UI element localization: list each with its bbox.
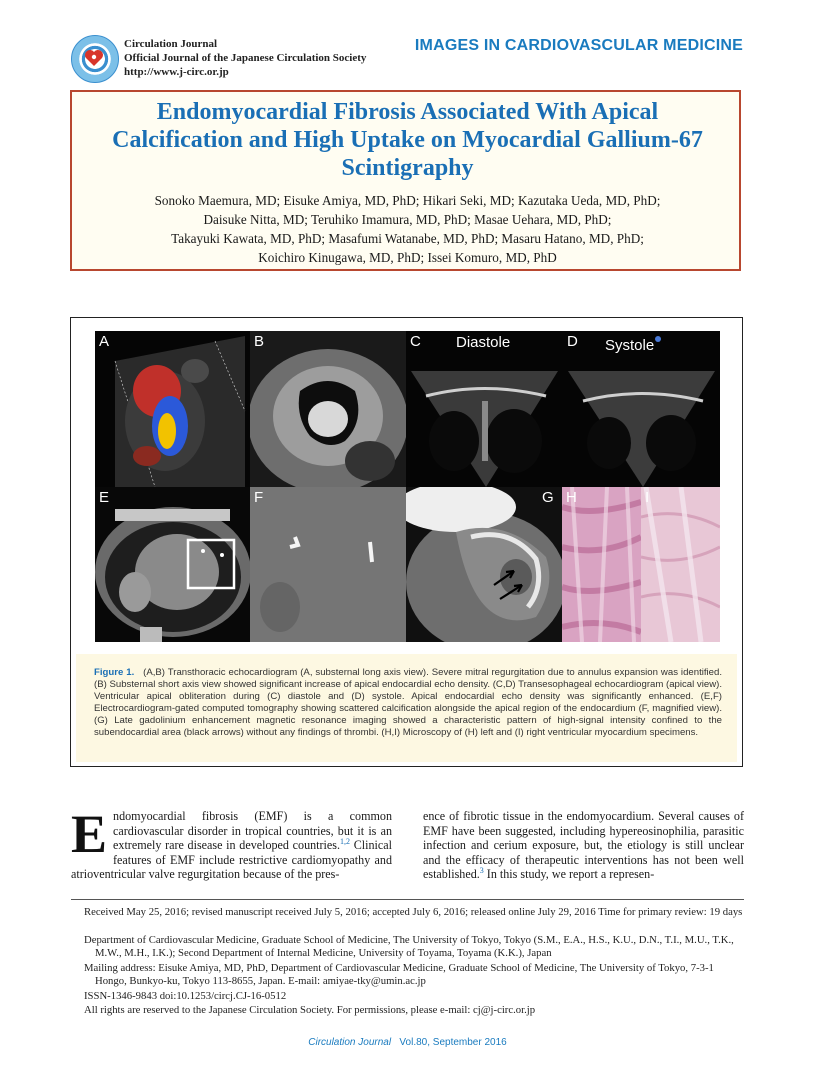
journal-name: Circulation Journal <box>124 38 218 50</box>
body-text: In this study, we report a represen- <box>483 867 655 882</box>
mailing-address: Mailing address: Eisuke Amiya, MD, PhD, Department of Cardiovascular Medicine, Graduate School of Medicine, The University of Tokyo, 7-3-1 Hongo, Bunkyo-ku, Tokyo 113-8655, Japan. E-mail: amiyae-tky@umin.ac.jp <box>84 962 714 987</box>
panel-label-e: E <box>99 489 110 506</box>
footnote-department <box>84 934 744 960</box>
journal-url[interactable]: http://www.j-circ.or.jp <box>124 66 229 78</box>
panel-a-echo-long-axis <box>95 331 250 487</box>
body-column-left <box>71 804 393 882</box>
body-text: Clinical features of EMF include restrictive cardiomyopathy and atrioventricular valve regurgitation because of the pres- <box>71 838 393 882</box>
received-dates: Received May 25, 2016; revised manuscript received July 5, 2016; accepted July 6, 2016; released online July 29, 2016 Time for primary review: 19 days <box>84 906 743 918</box>
panel-label-g: G <box>542 489 554 506</box>
affiliations: Department of Cardiovascular Medicine, Graduate School of Medicine, The University of Tokyo, Tokyo (S.M., E.A., H.S., K.U., D.N., T.I., M.U., T.K., M.W., M.H., I.K.); Second Department of Internal Medicine, University of Toyama, Toyama (K.K.), Japan <box>84 934 734 959</box>
caption-text: (A,B) Transthoracic echocardiogram (A, substernal long axis view). Severe mitral regurgitation due to annulus expansion was identified. (B) Substernal short axis view showed significant increase of apical endocardial echo density. (C,D) Transesophageal echocardiogram (apical view). Ventricular apical obliteration during (C) diastole and (D) systole. Apical endocardial echo density was significantly enhanced. (E,F) Electrocardiogram-gated computed tomography showing scattered calcification alongside the apical region of the endocardium (F, magnified view). (G) Late gadolinium enhancement magnetic resonance imaging showed a characteristic pattern of high-signal intensity confined to the subendocardial area (black arrows) without any findings of thrombi. (H,I) Microscopy of (H) left and (I) right ventricular myocardium specimens. <box>94 667 723 738</box>
panel-label-h: H <box>566 489 577 506</box>
ct-magnified-image <box>250 487 406 642</box>
diastole-label: Diastole <box>456 334 511 351</box>
author-line: Takayuki Kawata, MD, PhD; Masafumi Watanabe, MD, PhD; Masaru Hatano, MD, PhD; <box>171 231 644 246</box>
journal-subtitle: Official Journal of the Japanese Circulation Society <box>124 52 367 64</box>
panel-e-ct <box>95 487 250 642</box>
reference-link[interactable]: 3 <box>479 866 484 876</box>
panel-f-ct-magnified <box>250 487 406 642</box>
panel-label-f: F <box>254 489 264 506</box>
panel-label-d: D <box>567 333 578 350</box>
footer-volume: Vol.80, September 2016 <box>399 1037 507 1048</box>
body-text: ndomyocardial fibrosis (EMF) is a common cardiovascular disorder in tropical countries, but it is an extremely rare disease in developed countries. <box>113 809 392 853</box>
caption-figure-label: Figure 1. <box>94 667 135 678</box>
author-line: Daisuke Nitta, MD; Teruhiko Imamura, MD, PhD; Masae Uehara, MD, PhD; <box>203 212 612 227</box>
panel-g-mri <box>406 487 562 642</box>
footnote-mailing <box>84 962 744 988</box>
footnote-rights <box>84 1004 744 1017</box>
histology-left-image <box>562 487 641 642</box>
footer-journal: Circulation Journal <box>308 1037 392 1048</box>
tee-diastole-image <box>406 331 563 487</box>
author-list <box>90 191 725 267</box>
panel-c-tee-diastole <box>406 331 563 487</box>
footnote-received <box>84 906 744 919</box>
panel-i-microscopy-right <box>641 487 720 642</box>
histology-right-image <box>641 487 720 642</box>
section-heading: IMAGES IN CARDIOVASCULAR MEDICINE <box>414 37 743 54</box>
body-column-right <box>423 809 744 882</box>
issn-doi: ISSN-1346-9843 doi:10.1253/circj.CJ-16-0512 <box>84 990 287 1002</box>
panel-label-c: C <box>410 333 421 350</box>
author-line: Koichiro Kinugawa, MD, PhD; Issei Komuro, MD, PhD <box>258 250 557 265</box>
rights-notice: All rights are reserved to the Japanese Circulation Society. For permissions, please e-mail: cj@j-circ.or.jp <box>84 1004 536 1016</box>
echo-short-axis-image <box>250 331 406 487</box>
author-line: Sonoko Maemura, MD; Eisuke Amiya, MD, PhD; Hikari Seki, MD; Kazutaka Ueda, MD, PhD; <box>154 193 661 208</box>
body-text: ence of fibrotic tissue in the endomyocardium. Several causes of EMF have been suggested, including hypereosinophilia, parasitic infection and cerium exposure, but, the etiology is still unclear and the efficacy of therapeutic interventions has not been well established. <box>423 809 744 882</box>
systole-label: Systole <box>605 337 655 354</box>
tee-systole-image <box>563 331 720 487</box>
footnote-issn <box>84 990 744 1003</box>
figure-caption <box>94 667 722 739</box>
panel-h-microscopy-left <box>562 487 641 642</box>
panel-d-tee-systole <box>563 331 720 487</box>
panel-label-i: I <box>645 489 650 506</box>
mri-lge-image <box>406 487 562 642</box>
ct-chest-image <box>95 487 250 642</box>
footnote-divider <box>71 899 744 900</box>
echo-doppler-image <box>95 331 250 487</box>
panel-label-b: B <box>254 333 265 350</box>
journal-masthead <box>124 37 366 79</box>
drop-cap: E <box>71 804 108 864</box>
panel-label-a: A <box>99 333 110 350</box>
page-footer <box>0 1037 815 1048</box>
heart-logo-icon <box>84 49 104 67</box>
reference-link[interactable]: 1,2 <box>340 837 351 847</box>
article-title: Endomyocardial Fibrosis Associated With Apical Calcification and High Uptake on Myocardial Gallium-67 Scintigraphy <box>112 99 703 181</box>
panel-b-echo-short-axis <box>250 331 406 487</box>
